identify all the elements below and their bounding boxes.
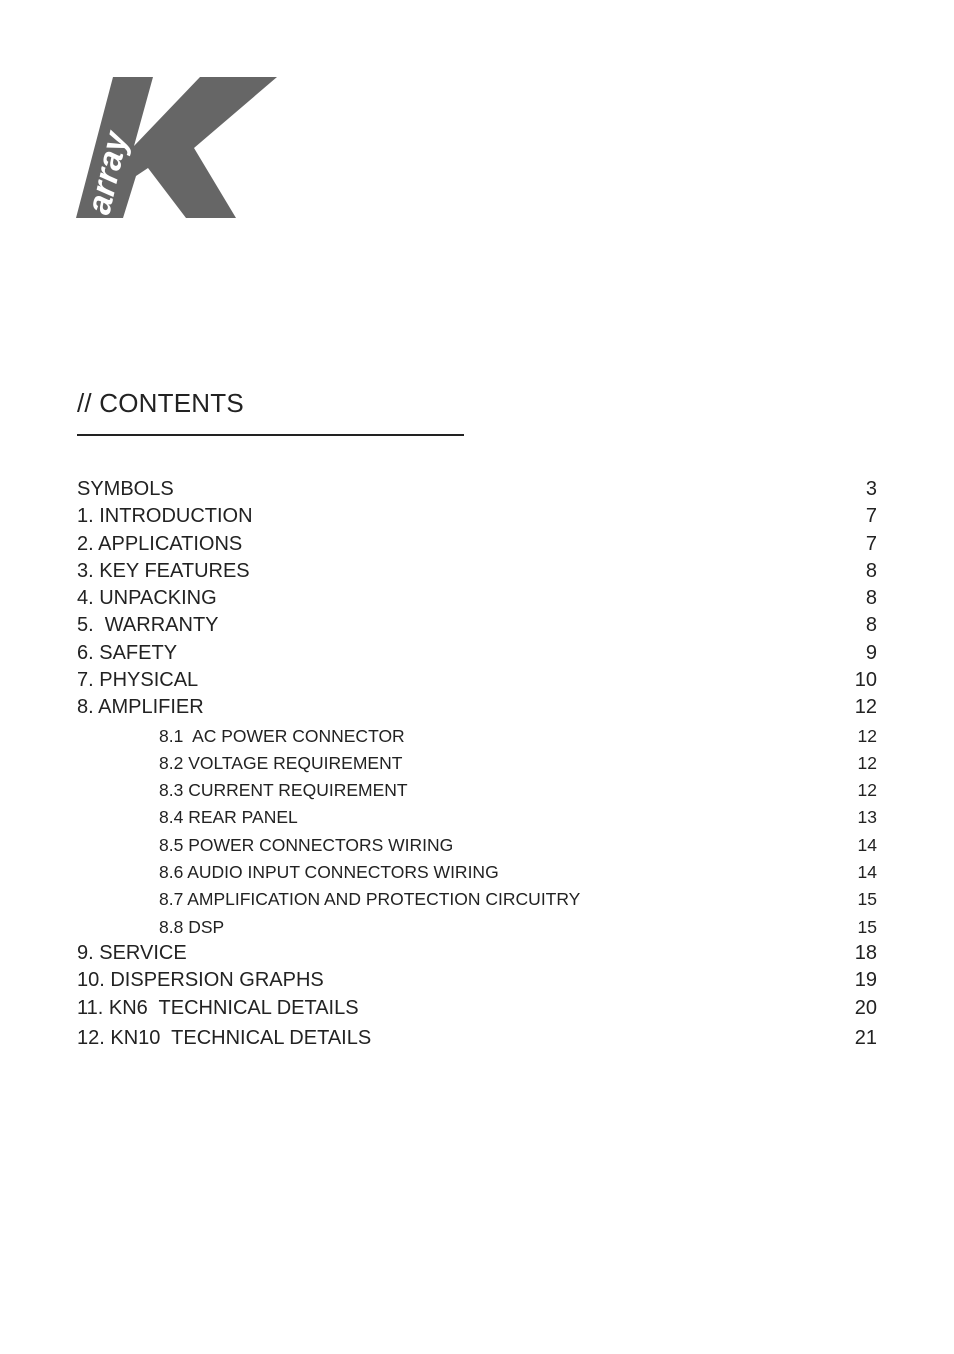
toc-entry	[77, 696, 877, 719]
toc-entry	[77, 560, 877, 583]
toc-entry-page: 15	[857, 889, 877, 909]
toc-entry-label: 11. KN6 TECHNICAL DETAILS	[77, 997, 359, 1019]
toc-entry-label: 12. KN10 TECHNICAL DETAILS	[77, 1027, 372, 1049]
toc-entry	[77, 997, 877, 1020]
toc-entry-label: 8.5 POWER CONNECTORS WIRING	[159, 835, 454, 855]
toc-entry-page: 8	[865, 560, 877, 582]
toc-subentry	[77, 753, 877, 774]
toc-entry-page: 7	[865, 533, 877, 555]
toc-entry	[77, 614, 877, 637]
toc-entry-page: 8	[865, 587, 877, 609]
toc-entry-page: 12	[857, 726, 877, 746]
toc-subentry	[77, 862, 877, 883]
toc-entry-label: 8.7 AMPLIFICATION AND PROTECTION CIRCUITRY	[159, 889, 581, 909]
toc-entry-page: 12	[857, 780, 877, 800]
toc-entry-label: 7. PHYSICAL	[77, 669, 199, 691]
toc-subentry	[77, 835, 877, 856]
toc-entry-label: SYMBOLS	[77, 478, 174, 500]
toc-entry-label: 8.8 DSP	[159, 917, 225, 937]
toc-entry-page: 12	[857, 753, 877, 773]
toc-entry	[77, 533, 877, 556]
toc-entry-page: 20	[854, 997, 877, 1019]
toc-entry-page: 12	[854, 696, 877, 718]
logo-word-text: array	[79, 128, 136, 218]
toc-entry-label: 6. SAFETY	[77, 642, 178, 664]
toc-entry-page: 7	[865, 505, 877, 527]
toc-entry	[77, 969, 877, 992]
toc-entry-label: 10. DISPERSION GRAPHS	[77, 969, 324, 991]
toc-subentry	[77, 780, 877, 801]
toc-entry-label: 8.1 AC POWER CONNECTOR	[159, 726, 405, 746]
toc-entry-page: 15	[857, 917, 877, 937]
contents-title: // CONTENTS	[77, 388, 244, 418]
toc-entry-label: 8. AMPLIFIER	[77, 696, 204, 718]
toc-entry-label: 8.4 REAR PANEL	[159, 807, 298, 827]
toc-entry-label: 3. KEY FEATURES	[77, 560, 250, 582]
toc-entry-page: 14	[857, 835, 877, 855]
toc-entry-page: 9	[865, 642, 877, 664]
toc-subentry	[77, 917, 877, 938]
toc-entry	[77, 642, 877, 665]
toc-entry-label: 2. APPLICATIONS	[77, 533, 243, 555]
toc-entry-page: 19	[854, 969, 877, 991]
toc-entry-label: 9. SERVICE	[77, 942, 187, 964]
toc-entry-page: 13	[857, 807, 877, 827]
toc-entry	[77, 942, 877, 965]
toc-entry-label: 8.3 CURRENT REQUIREMENT	[159, 780, 408, 800]
toc-entry-label: 5. WARRANTY	[77, 614, 219, 636]
toc-entry-page: 14	[857, 862, 877, 882]
toc-entry	[77, 587, 877, 610]
toc-subentry	[77, 807, 877, 828]
toc-entry	[77, 505, 877, 528]
toc-entry-label: 1. INTRODUCTION	[77, 505, 253, 527]
toc-subentry	[77, 889, 877, 910]
toc-subentry	[77, 726, 877, 747]
toc-entry	[77, 1027, 877, 1050]
toc-entry-label: 4. UNPACKING	[77, 587, 217, 609]
toc-entry-label: 8.6 AUDIO INPUT CONNECTORS WIRING	[159, 862, 499, 882]
toc-entry	[77, 669, 877, 692]
toc-entry-page: 21	[854, 1027, 877, 1049]
toc-entry-label: 8.2 VOLTAGE REQUIREMENT	[159, 753, 403, 773]
toc-entry-page: 8	[865, 614, 877, 636]
toc-entry-page: 10	[854, 669, 877, 691]
toc-entry	[77, 478, 877, 501]
toc-entry-page: 3	[865, 478, 877, 500]
toc-entry-page: 18	[854, 942, 877, 964]
